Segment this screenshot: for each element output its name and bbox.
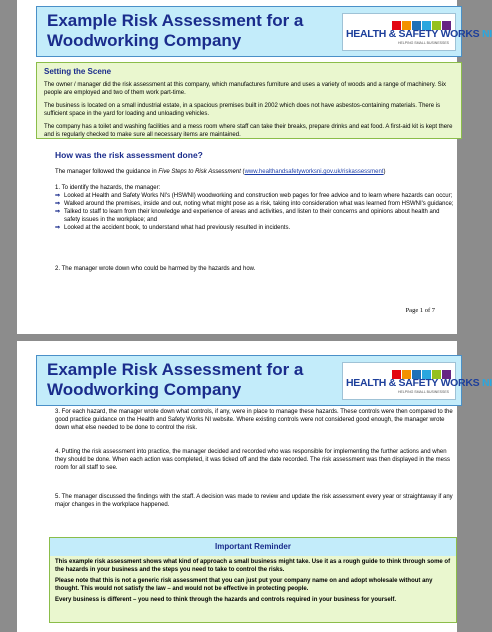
setting-the-scene-box <box>36 62 462 139</box>
reminder-heading: Important Reminder <box>50 538 456 556</box>
scene-paragraph: The company has a toilet and washing facilities and a mess room where staff can take their breaks, prepare drinks and eat food. A first-aid kit is kept there and is regularly checked to make sure all necessary items are maintained. <box>44 124 453 138</box>
arrow-icon: ⇒ <box>55 209 61 215</box>
hazard-method-list <box>55 192 455 232</box>
important-reminder-box <box>49 537 457 623</box>
step-3: 3. For each hazard, the manager wrote down what controls, if any, were in place to manage these hazards. These controls were then compared to the good practice guidance on the Health and Safety Works NI website. Where existing controls were not considered good enough, the manager wrote down what else needed to be done to control the risk. <box>55 409 453 431</box>
list-item: ⇒ Talked to staff to learn from their knowledge and experience of areas and activities, and listen to their concerns and opinions about health and safety issues in the workplace; and <box>55 209 440 223</box>
arrow-icon: ⇒ <box>55 201 61 207</box>
list-item: ⇒ Looked at Health and Safety Works NI's (HSWNI) woodworking and construction web pages for free advice and to learn where hazards can occur; <box>55 193 453 199</box>
title-banner <box>36 6 492 57</box>
step-1-intro: 1. To identify the hazards, the manager: <box>55 185 161 191</box>
step-1 <box>55 184 455 232</box>
scene-paragraph: The owner / manager did the risk assessment at this company, which manufactures furniture and uses a variety of woods and a range of machinery. Six people are employed and two of them work part-time. <box>44 82 446 96</box>
logo-icons <box>391 366 451 376</box>
page-number: Page 1 of 7 <box>405 307 435 314</box>
document-page-2 <box>17 341 492 632</box>
list-item: ⇒ Walked around the premises, inside and out, noting what might pose as a risk, taking into consideration what was learned from HSWNI's guidance; <box>55 201 454 207</box>
step-4: 4. Putting the risk assessment into practice, the manager decided and recorded who was responsible for implementing the further actions and when they should be done. When each action was completed, it was ticked off and the date recorded. The risk assessment was then displayed in the mess room for all staff to see. <box>55 449 451 471</box>
arrow-icon: ⇒ <box>55 193 61 199</box>
hswni-logo: HEALTH & SAFETY WORKS NI HELPING SMALL BUSINESSES <box>342 362 456 400</box>
scene-heading: Setting the Scene <box>44 67 112 76</box>
document-title: Example Risk Assessment for a Woodworking Company <box>47 11 304 50</box>
scene-paragraph: The business is located on a small industrial estate, in a spacious premises built in 2002 which does not have asbestos-containing materials. There is sufficient space in the yard for loading and unloading vehicles. <box>44 103 441 117</box>
document-title: Example Risk Assessment for a Woodworking Company <box>47 360 304 399</box>
reminder-body: This example risk assessment shows what kind of approach a small business might take. Use it as a rough guide to think through some of the hazards in your business and the steps you need to take to control the risks. Please note that this is not a generic risk assessment that you can just put your company name on and adopt wholesale without any thought. This would not satisfy the law – and would not be effective in protecting people. Every business is different – you need to think through the hazards and controls required in your business for yourself. <box>50 556 456 622</box>
title-banner <box>36 355 492 406</box>
step-5: 5. The manager discussed the findings with the staff. A decision was made to review and update the risk assessment every year or straightaway if any major changes in the workplace happened. <box>55 494 453 508</box>
step-2: 2. The manager wrote down who could be harmed by the hazards and how. <box>55 266 256 272</box>
guidance-link[interactable]: www.healthandsafetyworksni.gov.uk/riskassessment <box>244 169 384 175</box>
how-heading: How was the risk assessment done? <box>55 150 203 160</box>
hswni-logo: HEALTH & SAFETY WORKS NI HELPING SMALL BUSINESSES <box>342 13 456 51</box>
list-item: ⇒ Looked at the accident book, to understand what had previously resulted in incidents. <box>55 225 291 231</box>
logo-icons <box>391 17 451 27</box>
guidance-paragraph: The manager followed the guidance in Five Steps to Risk Assessment (www.healthandsafetyworksni.gov.uk/riskassessment) <box>55 169 386 175</box>
arrow-icon: ⇒ <box>55 225 61 231</box>
document-page-1 <box>17 0 492 334</box>
